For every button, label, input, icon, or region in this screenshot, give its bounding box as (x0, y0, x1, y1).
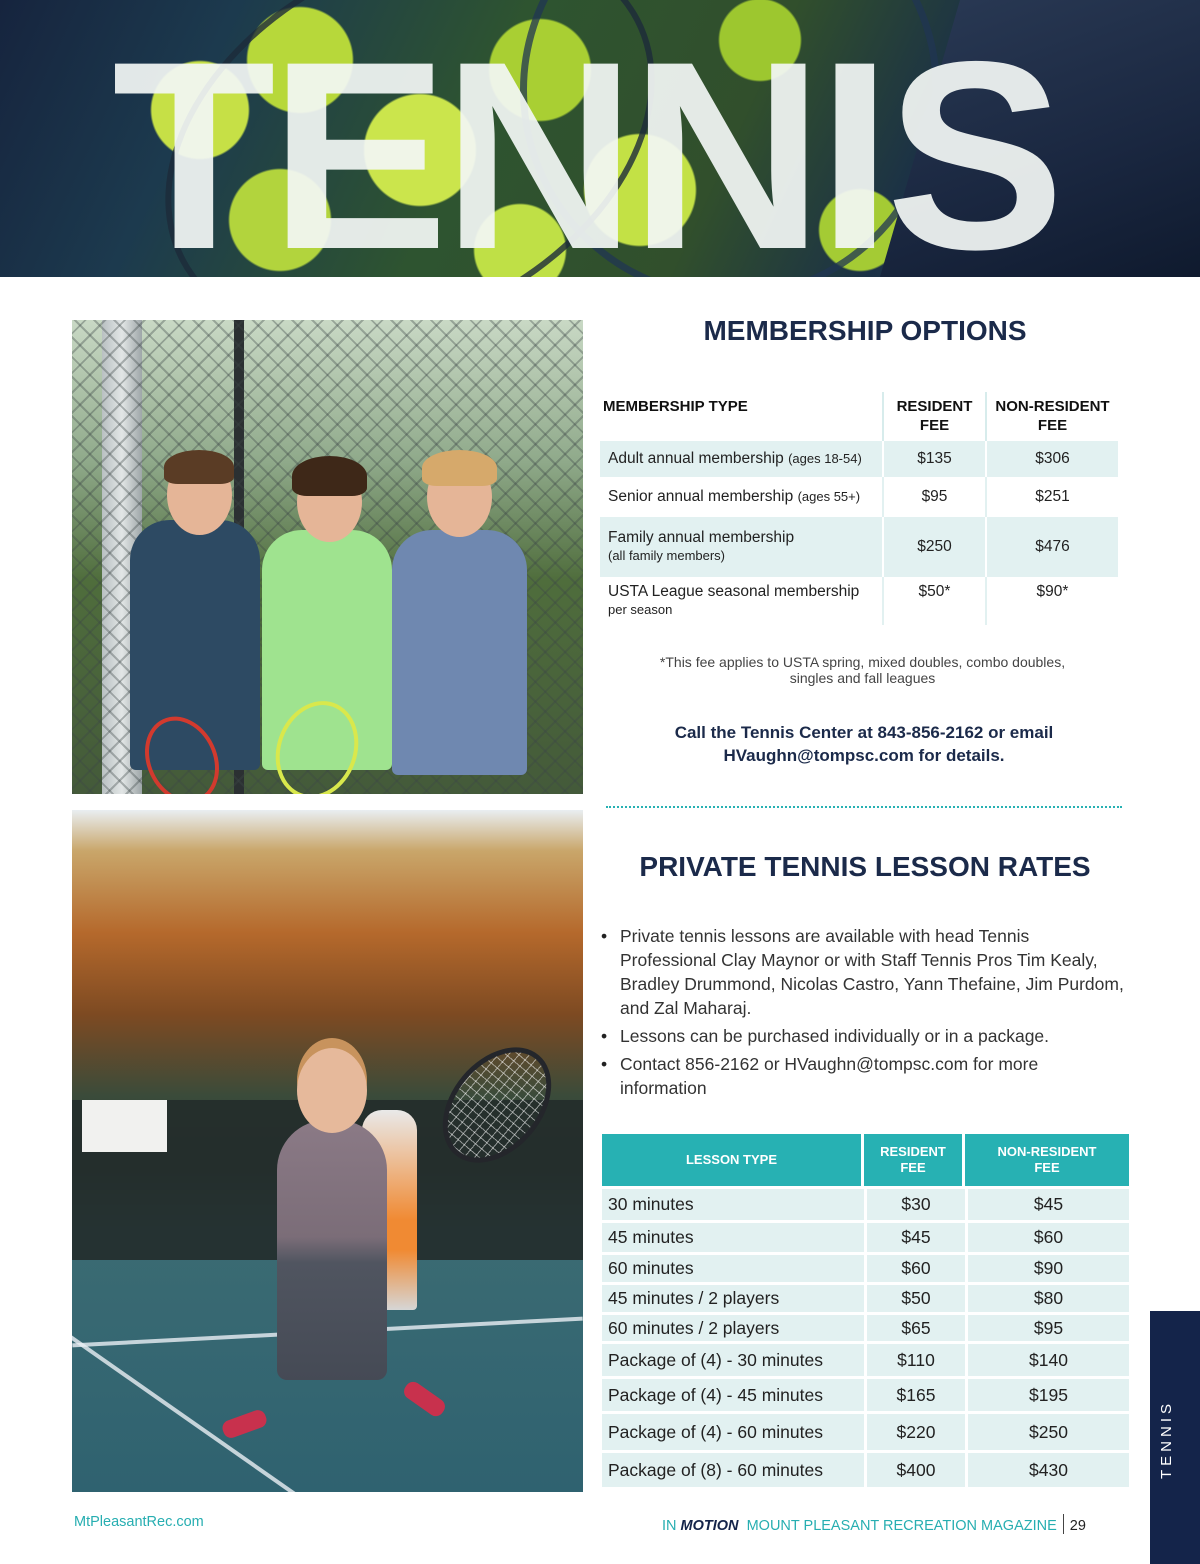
resident-fee-cell: $165 (864, 1376, 965, 1411)
magazine-footer (662, 1514, 1086, 1534)
girl-figure (277, 1120, 387, 1380)
nonresident-fee-header (986, 392, 1118, 441)
header-line: FEE (1037, 417, 1068, 434)
footer-separator (1063, 1514, 1064, 1534)
table-row (602, 1450, 1129, 1487)
lesson-type-cell: Package of (8) - 60 minutes (602, 1450, 864, 1487)
table-row (600, 517, 1118, 577)
section-side-tab (1150, 1311, 1200, 1564)
nonresident-fee-cell: $140 (965, 1341, 1129, 1376)
resident-fee-cell: $400 (864, 1450, 965, 1487)
lesson-type-cell: 45 minutes / 2 players (602, 1282, 864, 1312)
nonresident-fee-cell: $250 (965, 1411, 1129, 1450)
website-link[interactable]: MtPleasantRec.com (74, 1514, 204, 1530)
membership-header-row (600, 392, 1118, 441)
resident-fee-cell: $135 (883, 441, 986, 477)
header-line: RESIDENT (896, 398, 973, 415)
header-line: NON-RESIDENT (995, 398, 1110, 415)
contact-callout: Call the Tennis Center at 843-856-2162 or email HVaughn@tompsc.com for details. (674, 723, 1054, 765)
hero-title: TENNIS (112, 5, 1059, 277)
membership-label: USTA League seasonal membership (608, 583, 860, 600)
lesson-type-cell: Package of (4) - 30 minutes (602, 1341, 864, 1376)
membership-note: (all family members) (608, 548, 726, 563)
table-row (602, 1312, 1129, 1341)
membership-table (600, 392, 1118, 625)
lesson-type-header: LESSON TYPE (602, 1134, 864, 1186)
nonresident-fee-cell: $90* (986, 577, 1118, 625)
boy-figure (392, 530, 527, 775)
page-number: 29 (1069, 1518, 1086, 1534)
table-row (602, 1282, 1129, 1312)
nonresident-fee-cell: $306 (986, 441, 1118, 477)
lesson-type-cell: 60 minutes (602, 1252, 864, 1282)
lesson-rates-title: PRIVATE TENNIS LESSON RATES (639, 851, 1091, 882)
membership-note: per season (608, 602, 673, 617)
girl-head (297, 1048, 367, 1133)
resident-fee-cell: $50 (864, 1282, 965, 1312)
resident-fee-header (864, 1134, 965, 1186)
boy-hair (292, 456, 367, 496)
side-tab-label: TENNIS (1158, 1399, 1175, 1479)
lesson-type-cell: Package of (4) - 45 minutes (602, 1376, 864, 1411)
table-row (600, 441, 1118, 477)
header-line: FEE (919, 417, 950, 434)
membership-note: (ages 55+) (797, 489, 861, 504)
nonresident-fee-header (965, 1134, 1129, 1186)
dotted-divider (606, 806, 1122, 808)
list-item: • Lessons can be purchased individually or in a package. (601, 1024, 1126, 1048)
table-row (602, 1411, 1129, 1450)
nonresident-fee-cell: $80 (965, 1282, 1129, 1312)
nonresident-fee-cell: $430 (965, 1450, 1129, 1487)
nonresident-fee-cell: $476 (986, 517, 1118, 577)
resident-fee-cell: $250 (883, 517, 986, 577)
membership-label: Family annual membership (608, 529, 795, 546)
court-sign (82, 1100, 167, 1152)
lesson-type-cell: 45 minutes (602, 1220, 864, 1252)
table-row (602, 1186, 1129, 1220)
nonresident-fee-cell: $195 (965, 1376, 1129, 1411)
membership-label: Senior annual membership (608, 488, 794, 505)
nonresident-fee-cell: $90 (965, 1252, 1129, 1282)
membership-note: (ages 18-54) (788, 451, 862, 466)
lesson-header-row (602, 1134, 1129, 1186)
header-line: FEE (900, 1160, 926, 1175)
shoe (401, 1379, 448, 1420)
header-line: RESIDENT (880, 1144, 946, 1159)
shoe (220, 1408, 268, 1440)
lesson-rates-table (602, 1134, 1129, 1487)
list-item: • Private tennis lessons are available with head Tennis Professional Clay Maynor or with Staff Tennis Pros Tim Kealy, Bradley Drummond, Nicolas Castro, Yann Thefaine, Jim Purdom, and Zal Maharaj. (601, 924, 1126, 1020)
boy-hair (164, 450, 234, 484)
membership-label-cell (600, 477, 883, 517)
resident-fee-cell: $110 (864, 1341, 965, 1376)
resident-fee-cell: $45 (864, 1220, 965, 1252)
nonresident-fee-cell: $60 (965, 1220, 1129, 1252)
membership-label-cell (600, 441, 883, 477)
photo-girl-swinging (72, 810, 583, 1492)
lesson-type-cell: 30 minutes (602, 1186, 864, 1220)
header-line: FEE (1034, 1160, 1060, 1175)
table-row (600, 477, 1118, 517)
lesson-info-list (601, 924, 1126, 1104)
boy-hair (422, 450, 497, 486)
resident-fee-header (883, 392, 986, 441)
nonresident-fee-cell: $251 (986, 477, 1118, 517)
lesson-type-cell: 60 minutes / 2 players (602, 1312, 864, 1341)
table-row (602, 1341, 1129, 1376)
table-row (602, 1376, 1129, 1411)
resident-fee-cell: $60 (864, 1252, 965, 1282)
usta-footnote: *This fee applies to USTA spring, mixed doubles, combo doubles, singles and fall leagues (659, 654, 1066, 686)
resident-fee-cell: $50* (883, 577, 986, 625)
table-row (600, 577, 1118, 625)
footer-magazine: MOUNT PLEASANT RECREATION MAGAZINE (746, 1518, 1057, 1534)
list-item: • Contact 856-2162 or HVaughn@tompsc.com for more information (601, 1052, 1126, 1100)
photo-three-boys (72, 320, 583, 794)
lesson-type-cell: Package of (4) - 60 minutes (602, 1411, 864, 1450)
footer-in: IN (662, 1518, 677, 1534)
resident-fee-cell: $95 (883, 477, 986, 517)
footer-motion: MOTION (680, 1518, 739, 1534)
resident-fee-cell: $220 (864, 1411, 965, 1450)
membership-label-cell (600, 577, 883, 625)
table-row (602, 1252, 1129, 1282)
membership-title: MEMBERSHIP OPTIONS (703, 315, 1027, 346)
membership-label: Adult annual membership (608, 450, 784, 467)
membership-label-cell (600, 517, 883, 577)
resident-fee-cell: $65 (864, 1312, 965, 1341)
hero-banner (0, 0, 1200, 277)
table-row (602, 1220, 1129, 1252)
resident-fee-cell: $30 (864, 1186, 965, 1220)
membership-type-header: MEMBERSHIP TYPE (603, 398, 748, 415)
nonresident-fee-cell: $45 (965, 1186, 1129, 1220)
nonresident-fee-cell: $95 (965, 1312, 1129, 1341)
header-line: NON-RESIDENT (997, 1144, 1097, 1159)
